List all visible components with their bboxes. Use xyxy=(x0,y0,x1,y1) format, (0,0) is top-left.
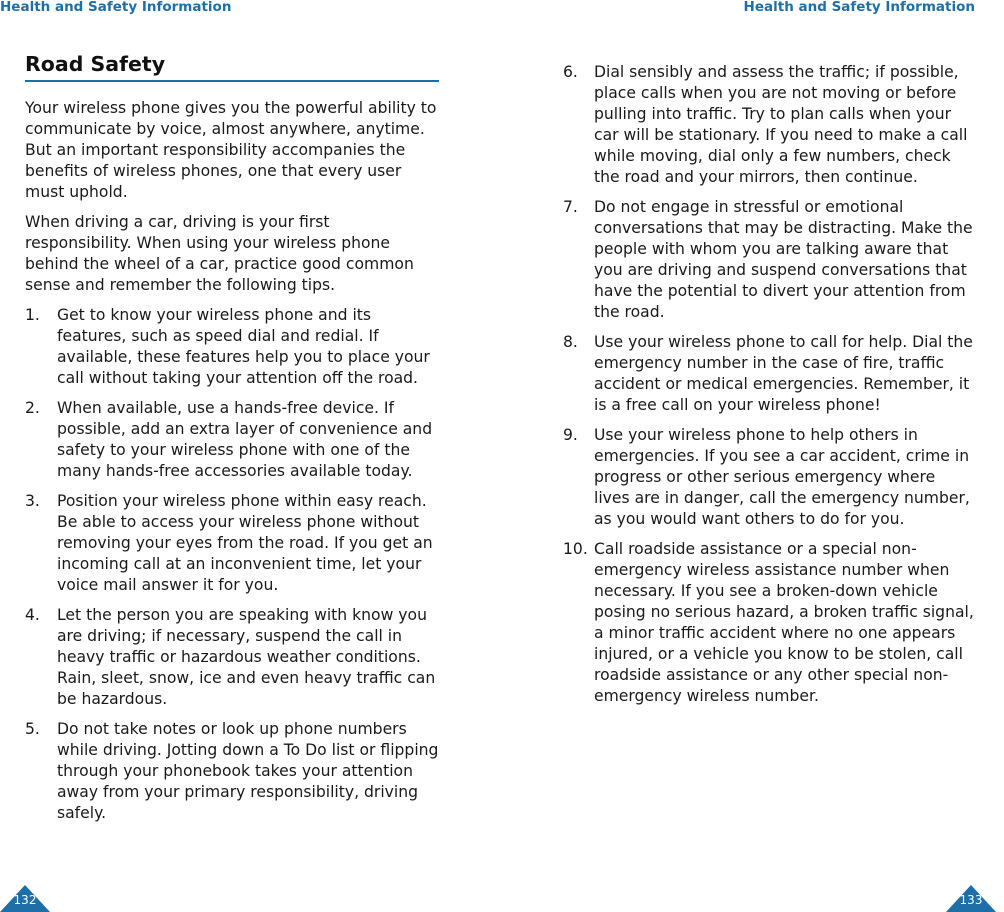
section-title: Road Safety xyxy=(25,52,439,82)
running-header-left: Health and Safety Information xyxy=(0,0,232,15)
tip-number: 10. xyxy=(563,540,588,558)
tip-text: Get to know your wireless phone and its features, such as speed dial and redial. If available, these features help you to place your call without taking your attention off the road. xyxy=(57,306,430,387)
tip-item-5 xyxy=(25,719,439,824)
tip-item-3 xyxy=(25,491,439,596)
tip-number: 6. xyxy=(563,63,578,81)
right-column xyxy=(563,62,975,716)
tip-number: 5. xyxy=(25,720,40,738)
tip-text: Position your wireless phone within easy reach. Be able to access your wireless phone without removing your eyes from the road. If you get an incoming call at an inconvenient time, let your voice mail answer it for you. xyxy=(57,492,433,594)
intro-paragraph-2: When driving a car, driving is your first responsibility. When using your wireless phone behind the wheel of a car, practice good common sense and remember the following tips. xyxy=(25,213,414,294)
tip-item-1 xyxy=(25,305,439,389)
page-number-right: 133 xyxy=(959,893,983,907)
tip-item-7 xyxy=(563,197,975,323)
tip-text: Call roadside assistance or a special non-emergency wireless assistance number when necessary. If you see a broken-down vehicle posing no serious hazard, a broken traffic signal, a minor traffic accident where no one appears injured, or a vehicle you know to be stolen, call roadside assistance or any other special non-emergency wireless number. xyxy=(594,540,974,705)
left-column xyxy=(25,98,439,833)
tip-number: 4. xyxy=(25,606,40,624)
tip-number: 1. xyxy=(25,306,40,324)
tip-item-4 xyxy=(25,605,439,710)
page-number-left: 132 xyxy=(13,893,37,907)
tip-number: 3. xyxy=(25,492,40,510)
tip-text: When available, use a hands-free device. If possible, add an extra layer of convenience and safety to your wireless phone with one of the many hands-free accessories available today. xyxy=(57,399,433,480)
tip-text: Do not take notes or look up phone numbers while driving. Jotting down a To Do list or flipping through your phonebook takes your attention away from your primary responsibility, driving safely. xyxy=(57,720,439,822)
tip-item-2 xyxy=(25,398,439,482)
running-header-right: Health and Safety Information xyxy=(743,0,975,15)
tip-text: Use your wireless phone to help others in emergencies. If you see a car accident, crime in progress or other serious emergency where lives are in danger, call the emergency number, as you would want others to do for you. xyxy=(594,426,970,528)
tip-item-6 xyxy=(563,62,975,188)
intro-paragraph-1: Your wireless phone gives you the powerful ability to communicate by voice, almost anywhere, anytime. But an important responsibility accompanies the benefits of wireless phones, one that every user must uphold. xyxy=(25,99,437,201)
tip-text: Use your wireless phone to call for help. Dial the emergency number in the case of fire, traffic accident or medical emergencies. Remember, it is a free call on your wireless phone! xyxy=(594,333,973,414)
tip-text: Do not engage in stressful or emotional conversations that may be distracting. Make the people with whom you are talking aware that you are driving and suspend conversations that have the potential to divert your attention from the road. xyxy=(594,198,973,321)
tip-text: Let the person you are speaking with know you are driving; if necessary, suspend the call in heavy traffic or hazardous weather conditions. Rain, sleet, snow, ice and even heavy traffic can be hazardous. xyxy=(57,606,436,708)
tip-item-9 xyxy=(563,425,975,530)
tip-number: 9. xyxy=(563,426,578,444)
tip-number: 2. xyxy=(25,399,40,417)
tip-item-8 xyxy=(563,332,975,416)
tip-number: 8. xyxy=(563,333,578,351)
tip-text: Dial sensibly and assess the traffic; if possible, place calls when you are not moving or before pulling into traffic. Try to plan calls when your car will be stationary. If you need to make a call while moving, dial only a few numbers, check the road and your mirrors, then continue. xyxy=(594,63,968,186)
tip-item-10 xyxy=(563,539,975,707)
tip-number: 7. xyxy=(563,198,578,216)
